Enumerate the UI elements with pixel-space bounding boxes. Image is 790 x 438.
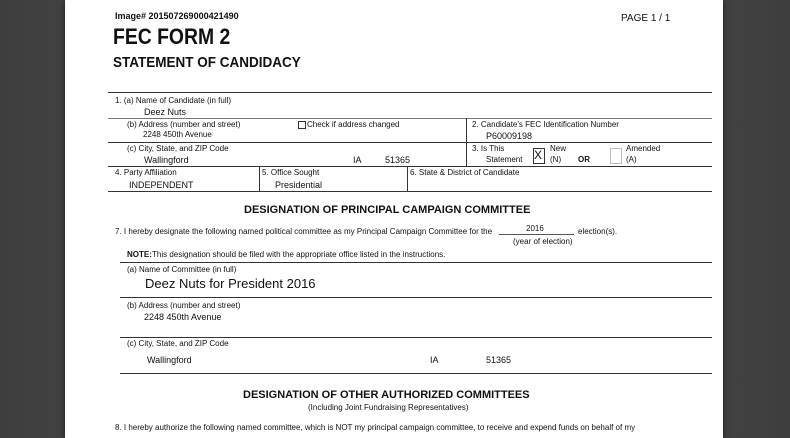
is-this-label: 3. Is This xyxy=(472,144,505,153)
item7-text: 7. I hereby designate the following named political committee as my Principal Campaign Committee for the xyxy=(115,227,493,236)
committee-city-label: (c) City, State, and ZIP Code xyxy=(127,339,229,348)
address-changed-label: Check if address changed xyxy=(307,120,400,129)
rule xyxy=(407,166,408,191)
city-value: Wallingford xyxy=(144,155,189,165)
note-label: NOTE: xyxy=(127,250,152,259)
committee-address-label: (b) Address (number and street) xyxy=(127,301,241,310)
city-label: (c) City, State, and ZIP Code xyxy=(127,144,229,153)
committee-address-value: 2248 450th Avenue xyxy=(144,312,222,322)
year-caption: (year of election) xyxy=(513,237,573,246)
candidate-name-value: Deez Nuts xyxy=(144,107,187,117)
amended-label: Amended xyxy=(626,144,661,153)
rule xyxy=(108,142,712,143)
party-value: INDEPENDENT xyxy=(129,180,194,190)
note-text: This designation should be filed with the appropriate office listed in the instructions. xyxy=(152,250,446,259)
rule xyxy=(259,166,260,191)
rule xyxy=(108,166,712,167)
candidate-name-label: 1. (a) Name of Candidate (in full) xyxy=(115,96,232,105)
rule xyxy=(120,337,712,338)
election-year-line xyxy=(499,234,574,235)
fec-id-label: 2. Candidate's FEC Identification Number xyxy=(472,120,619,129)
page-indicator: PAGE 1 / 1 xyxy=(621,13,671,24)
state-district-label: 6. State & District of Candidate xyxy=(410,168,520,177)
statement-label: Statement xyxy=(486,155,523,164)
address-label: (b) Address (number and street) xyxy=(127,120,241,129)
rule xyxy=(466,118,467,166)
state-value: IA xyxy=(353,155,362,165)
committee-name-value: Deez Nuts for President 2016 xyxy=(145,276,316,291)
address-changed-checkbox[interactable] xyxy=(298,121,306,129)
rule xyxy=(120,262,712,263)
committee-zip-value: 51365 xyxy=(486,355,512,365)
rule xyxy=(108,92,712,93)
zip-value: 51365 xyxy=(385,155,411,165)
form-title: FEC FORM 2 xyxy=(113,24,231,49)
rule xyxy=(108,191,712,192)
election-year: 2016 xyxy=(526,224,544,233)
other-committees-heading: DESIGNATION OF OTHER AUTHORIZED COMMITTEES xyxy=(243,389,530,401)
form-subtitle: STATEMENT OF CANDIDACY xyxy=(113,54,301,71)
new-x-mark: X xyxy=(534,148,543,162)
rule xyxy=(120,373,712,374)
committee-name-label: (a) Name of Committee (in full) xyxy=(127,265,237,274)
amended-checkbox[interactable] xyxy=(610,148,622,164)
new-paren: (N) xyxy=(550,155,562,164)
party-label: 4. Party Affiliation xyxy=(115,168,177,177)
rule xyxy=(108,118,712,119)
committee-city-value: Wallingford xyxy=(147,355,192,365)
item8-text: 8. I hereby authorize the following named committee, which is NOT my principal campaign committee, to receive and expend funds on behalf of my xyxy=(115,423,636,432)
fec-id-value: P60009198 xyxy=(486,131,533,141)
principal-committee-heading: DESIGNATION OF PRINCIPAL CAMPAIGN COMMITTEE xyxy=(244,204,531,216)
new-label: New xyxy=(550,144,567,153)
elections-suffix: election(s). xyxy=(578,227,618,236)
amended-paren: (A) xyxy=(626,155,637,164)
or-label: OR xyxy=(578,155,590,164)
address-value: 2248 450th Avenue xyxy=(143,130,212,139)
rule xyxy=(120,297,712,298)
office-value: Presidential xyxy=(275,180,323,190)
other-committees-subheading: (Including Joint Fundraising Representatives) xyxy=(308,403,469,412)
office-label: 5. Office Sought xyxy=(262,168,320,177)
image-number: Image# 201507269000421490 xyxy=(115,11,239,21)
committee-state-value: IA xyxy=(430,355,439,365)
form-page xyxy=(65,0,723,438)
